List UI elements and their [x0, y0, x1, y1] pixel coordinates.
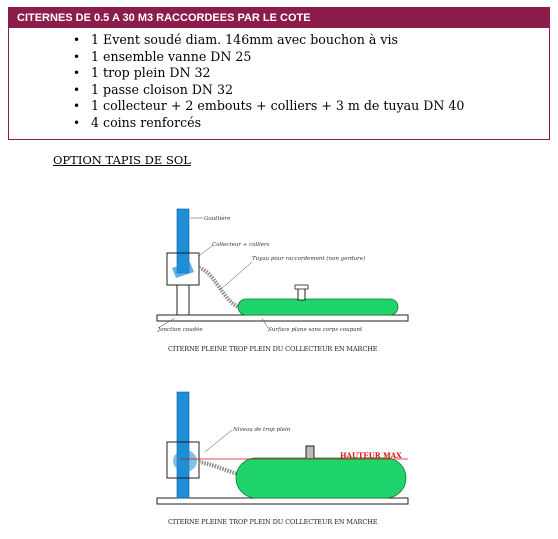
list-item: • 1 Event soudé diam. 146mm avec bouchon à vis [91, 32, 549, 49]
label-niveau: Niveau de trop plein [233, 427, 291, 433]
tank [238, 299, 398, 315]
label-hauteur-max: HAUTEUR MAX [340, 451, 402, 460]
hose [199, 268, 240, 308]
ground-slab [157, 315, 408, 321]
gutter-pipe [177, 392, 189, 498]
label-surface: Surface plane sans corps coupant [268, 327, 363, 333]
collector-funnel [172, 262, 194, 278]
label-jonction: Jonction coudée [158, 327, 203, 333]
list-item: • 1 passe cloison DN 32 [91, 82, 549, 99]
diagram-bottom [157, 392, 408, 526]
option-title: OPTION TAPIS DE SOL [53, 153, 191, 167]
list-item: • 1 trop plein DN 32 [91, 65, 549, 82]
caption-bottom: CITERNE PLEINE TROP PLEIN DU COLLECTEUR EN MARCHE [168, 518, 378, 526]
ground-slab [157, 498, 408, 504]
list-item: • 1 collecteur + 2 embouts + colliers + 3 m de tuyau DN 40 [91, 98, 549, 115]
label-tuyau: Tuyau pour raccordement (non gerdure) [252, 256, 366, 262]
list-item: • 1 ensemble vanne DN 25 [91, 49, 549, 66]
tank [236, 458, 406, 498]
caption-top: CITERNE PLEINE TROP PLEIN DU COLLECTEUR EN MARCHE [168, 345, 378, 353]
collector-water [173, 450, 197, 472]
label-collecteur: Collecteur + colliers [212, 242, 270, 248]
tank-vent [306, 446, 314, 458]
list-item: • 4 coins renforcés [91, 115, 549, 132]
diagram-top [157, 209, 408, 353]
downpipe [177, 285, 189, 315]
tank-vent [298, 288, 305, 300]
vent-cap [295, 285, 308, 289]
label-gouttiere: Gouttière [204, 216, 231, 222]
hose [199, 462, 238, 474]
spec-header: CITERNES DE 0.5 A 30 M3 RACCORDEES PAR LE COTE [9, 8, 549, 28]
